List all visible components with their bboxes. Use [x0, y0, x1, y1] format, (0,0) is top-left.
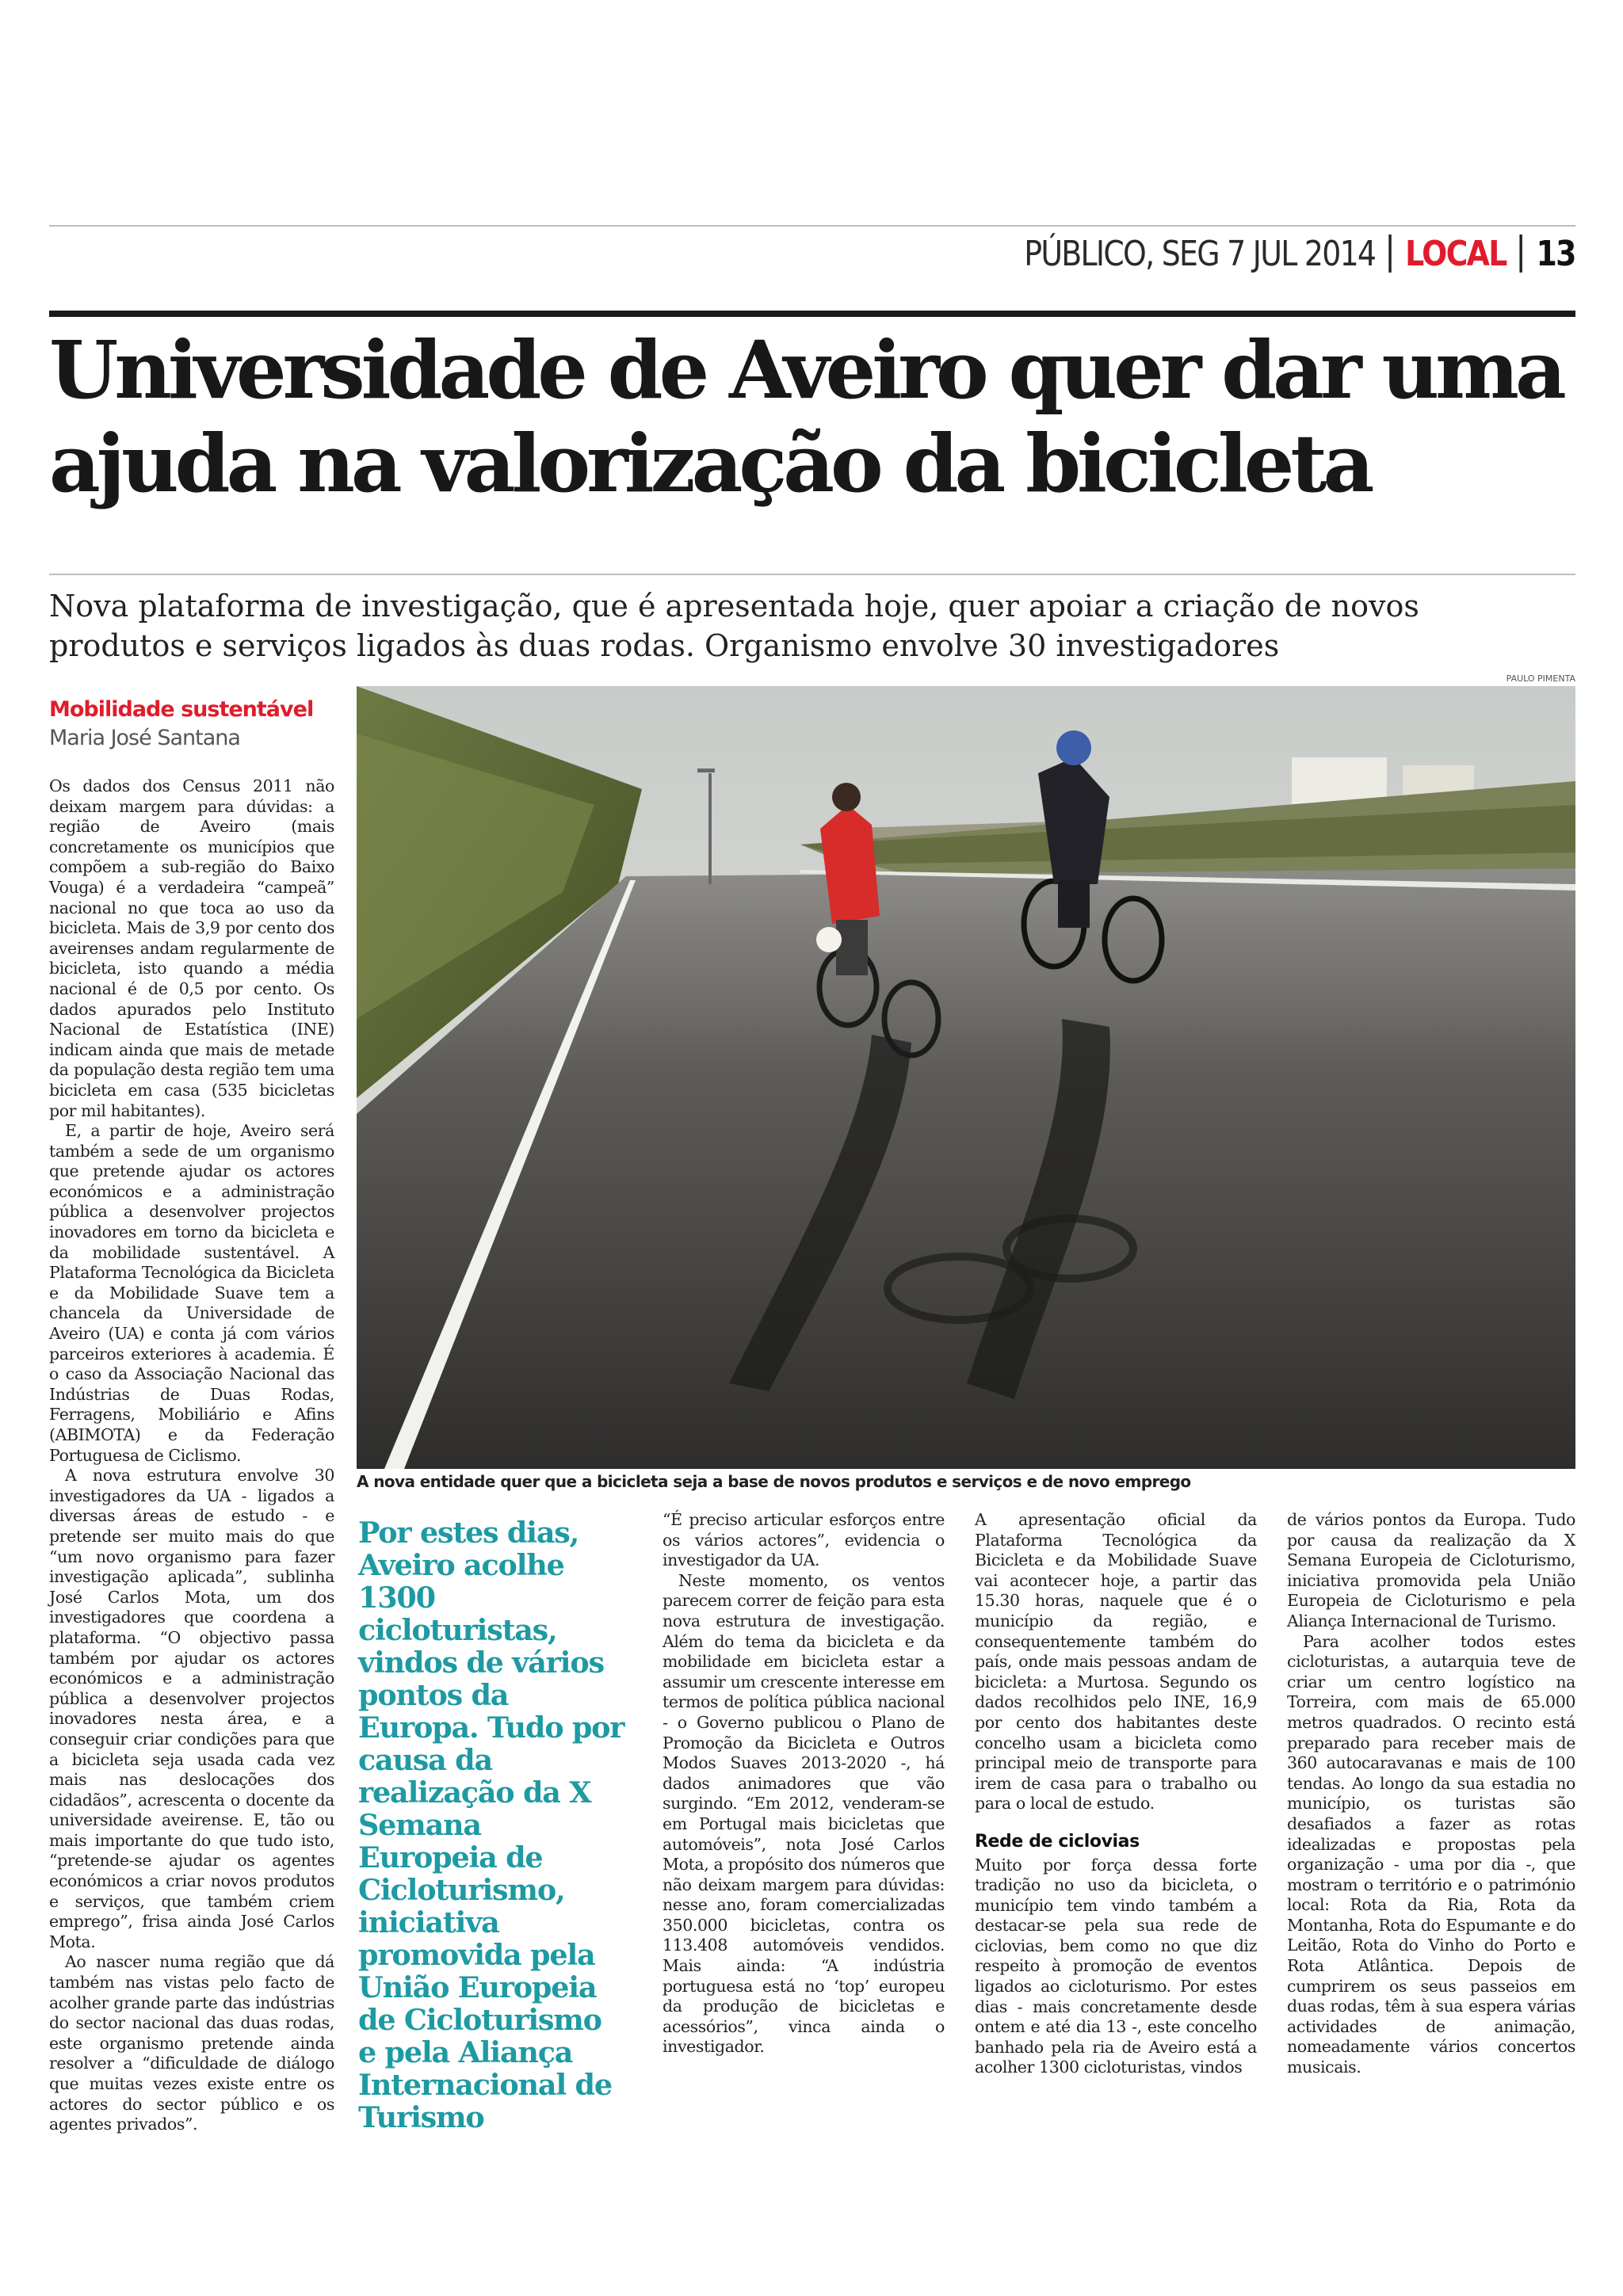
paragraph: E, a partir de hoje, Aveiro será também a sede de um organismo que pretende ajudar os actores económicos e a administração pública a desenvolver projectos inovadores em torno da bicicleta e da mobilidade sustentável. A Plataforma Tecnológica da Bicicleta e da Mobilidade Suave tem a chancela da Universidade de Aveiro (UA) e conta já com vários parceiros exteriores à academia. É o caso da Associação Nacional das Indústrias de Duas Rodas, Ferragens, Mobiliário e Afins (ABIMOTA) e da Federação Portuguesa de Ciclismo.: [49, 1121, 334, 1465]
headline-divider: [49, 574, 1575, 575]
headline: Universidade de Aveiro quer dar uma ajuda na valorização da bicicleta: [49, 323, 1563, 510]
body-column-3: [663, 1510, 945, 2058]
cyclists-photo-illustration: [357, 686, 1575, 1469]
header-separator: [1389, 235, 1392, 273]
body-column-4: [975, 1510, 1257, 2078]
standfirst: Nova plataforma de investigação, que é apresentada hoje, quer apoiar a criação de novos produtos e serviços ligados às duas rodas. Organismo envolve 30 investigadores: [49, 589, 1419, 663]
paragraph: Para acolher todos estes cicloturistas, a autarquia teve de criar um centro logístico na Torreira, com mais de 65.000 metros quadrados. O recinto está preparado para receber mais de 360 autocaravanas e mais de 100 tendas. Ao longo da sua estadia no município, os turistas são desafiados a fazer as rotas idealizadas e propostas pela organização - uma por dia -, que mostram o território e o património local: Rota da Ria, Rota da Montanha, Rota do Espumante e do Leitão, Rota do Vinho do Porto e Rota Atlântica. Depois de cumprirem os seus passeios em duas rodas, têm à sua espera várias actividades de animação, nomeadamente vários concertos musicais.: [1287, 1631, 1575, 2077]
section-kicker: Mobilidade sustentável: [49, 697, 314, 722]
body-column-5: [1287, 1510, 1575, 2078]
page-number: 13: [1536, 233, 1575, 274]
paragraph: “É preciso articular esforços entre os vários actores”, evidencia o investigador da UA.: [663, 1510, 945, 1570]
paragraph: Ao nascer numa região que dá também nas vistas pelo facto de acolher grande parte das indústrias do sector nacional das duas rodas, este organismo pretende ainda resolver a “dificuldade de diálogo que muitas vezes existe entre os actores do sector público e os agentes privados”.: [49, 1952, 334, 2134]
section-label: LOCAL: [1405, 233, 1507, 274]
photo-credit: PAULO PIMENTA: [1506, 673, 1575, 684]
header-separator: [1520, 235, 1522, 273]
byline: Maria José Santana: [49, 726, 240, 750]
subheading: Rede de ciclovias: [975, 1831, 1140, 1852]
page-header: [1025, 230, 1575, 277]
photo-caption: A nova entidade quer que a bicicleta seja a base de novos produtos e serviços e de novo emprego: [357, 1472, 1191, 1491]
paragraph: A nova estrutura envolve 30 investigadores da UA - ligados a diversas áreas de estudo - e pretende ser muito mais do que “um novo organismo para fazer investigação aplicada”, sublinha José Carlos Mota, um dos investigadores que coordena a plataforma. “O objectivo passa também por ajudar os actores económicos e a administração pública a desenvolver projectos inovadores nesta área, e a conseguir criar condições para que a bicicleta seja usada cada vez mais nas deslocações dos cidadãos”, acrescenta o docente da universidade aveirense. E, tão ou mais importante do que tudo isto, “pretende-se ajudar os agentes económicos a criar novos produtos e serviços, que também criem emprego”, frisa ainda José Carlos Mota.: [49, 1466, 334, 1951]
header-rule: [49, 311, 1575, 317]
paragraph: de vários pontos da Europa. Tudo por causa da realização da X Semana Europeia de Cicloturismo, iniciativa promovida pela União Europeia de Cicloturismo e pela Aliança Internacional de Turismo.: [1287, 1510, 1575, 1630]
article-photo: [357, 686, 1575, 1469]
paragraph: Neste momento, os ventos parecem correr de feição para esta nova estrutura de investigação. Além do tema da bicicleta e da mobilidade em bicicleta estar a assumir um crescente interesse em termos de política pública nacional - o Governo publicou o Plano de Promoção da Bicicleta e Outros Modos Suaves 2013-2020 -, há dados animadores que vão surgindo. “Em 2012, venderam-se em Portugal mais bicicletas que automóveis”, nota José Carlos Mota, a propósito dos números que não deixam margem para dúvidas: nesse ano, foram comercializadas 350.000 bicicletas, contra os 113.408 automóveis vendidos. Mais ainda: “A indústria portuguesa está no ‘top’ europeu da produção de bicicletas e acessórios”, vinca ainda o investigador.: [663, 1570, 945, 2057]
publication-dateline: PÚBLICO, SEG 7 JUL 2014: [1024, 233, 1376, 274]
pull-quote: Por estes dias, Aveiro acolhe 1300 cicloturistas, vindos de vários pontos da Europa. Tudo por causa da realização da X Semana Europeia de Cicloturismo, iniciativa promovida pela União Europeia de Cicloturismo e pela Aliança Internacional de Turismo: [358, 1516, 624, 2134]
paragraph: A apresentação oficial da Plataforma Tecnológica da Bicicleta e da Mobilidade Suave vai acontecer hoje, a partir das 15.30 horas, naquele que é o município da região, e consequentemente também do país, onde mais pessoas andam de bicicleta: a Murtosa. Segundo os dados recolhidos pelo INE, 16,9 por cento dos habitantes deste concelho usam a bicicleta como principal meio de transporte para irem de casa para o trabalho ou para o local de estudo.: [975, 1510, 1257, 1814]
paragraph: Os dados dos Census 2011 não deixam margem para dúvidas: a região de Aveiro (mais concretamente os municípios que compõem a sub-região do Baixo Vouga) é a verdadeira “campeã” nacional no que toca ao uso da bicicleta. Mais de 3,9 por cento dos aveirenses andam regularmente de bicicleta, isto quando a média nacional é de 0,5 por cento. Os dados apurados pelo Instituto Nacional de Estatística (INE) indicam ainda que mais de metade da população desta região tem uma bicicleta em casa (535 bicicletas por mil habitantes).: [49, 776, 334, 1120]
top-divider: [49, 225, 1575, 227]
paragraph: Muito por força dessa forte tradição no uso da bicicleta, o município tem vindo também a destacar-se pela sua rede de ciclovias, bem como no que diz respeito à promoção de eventos ligados ao cicloturismo. Por estes dias - mais concretamente desde ontem e até dia 13 -, este concelho banhado pela ria de Aveiro está a acolher 1300 cicloturistas, vindos: [975, 1855, 1257, 2077]
body-column-1: [49, 776, 334, 2135]
